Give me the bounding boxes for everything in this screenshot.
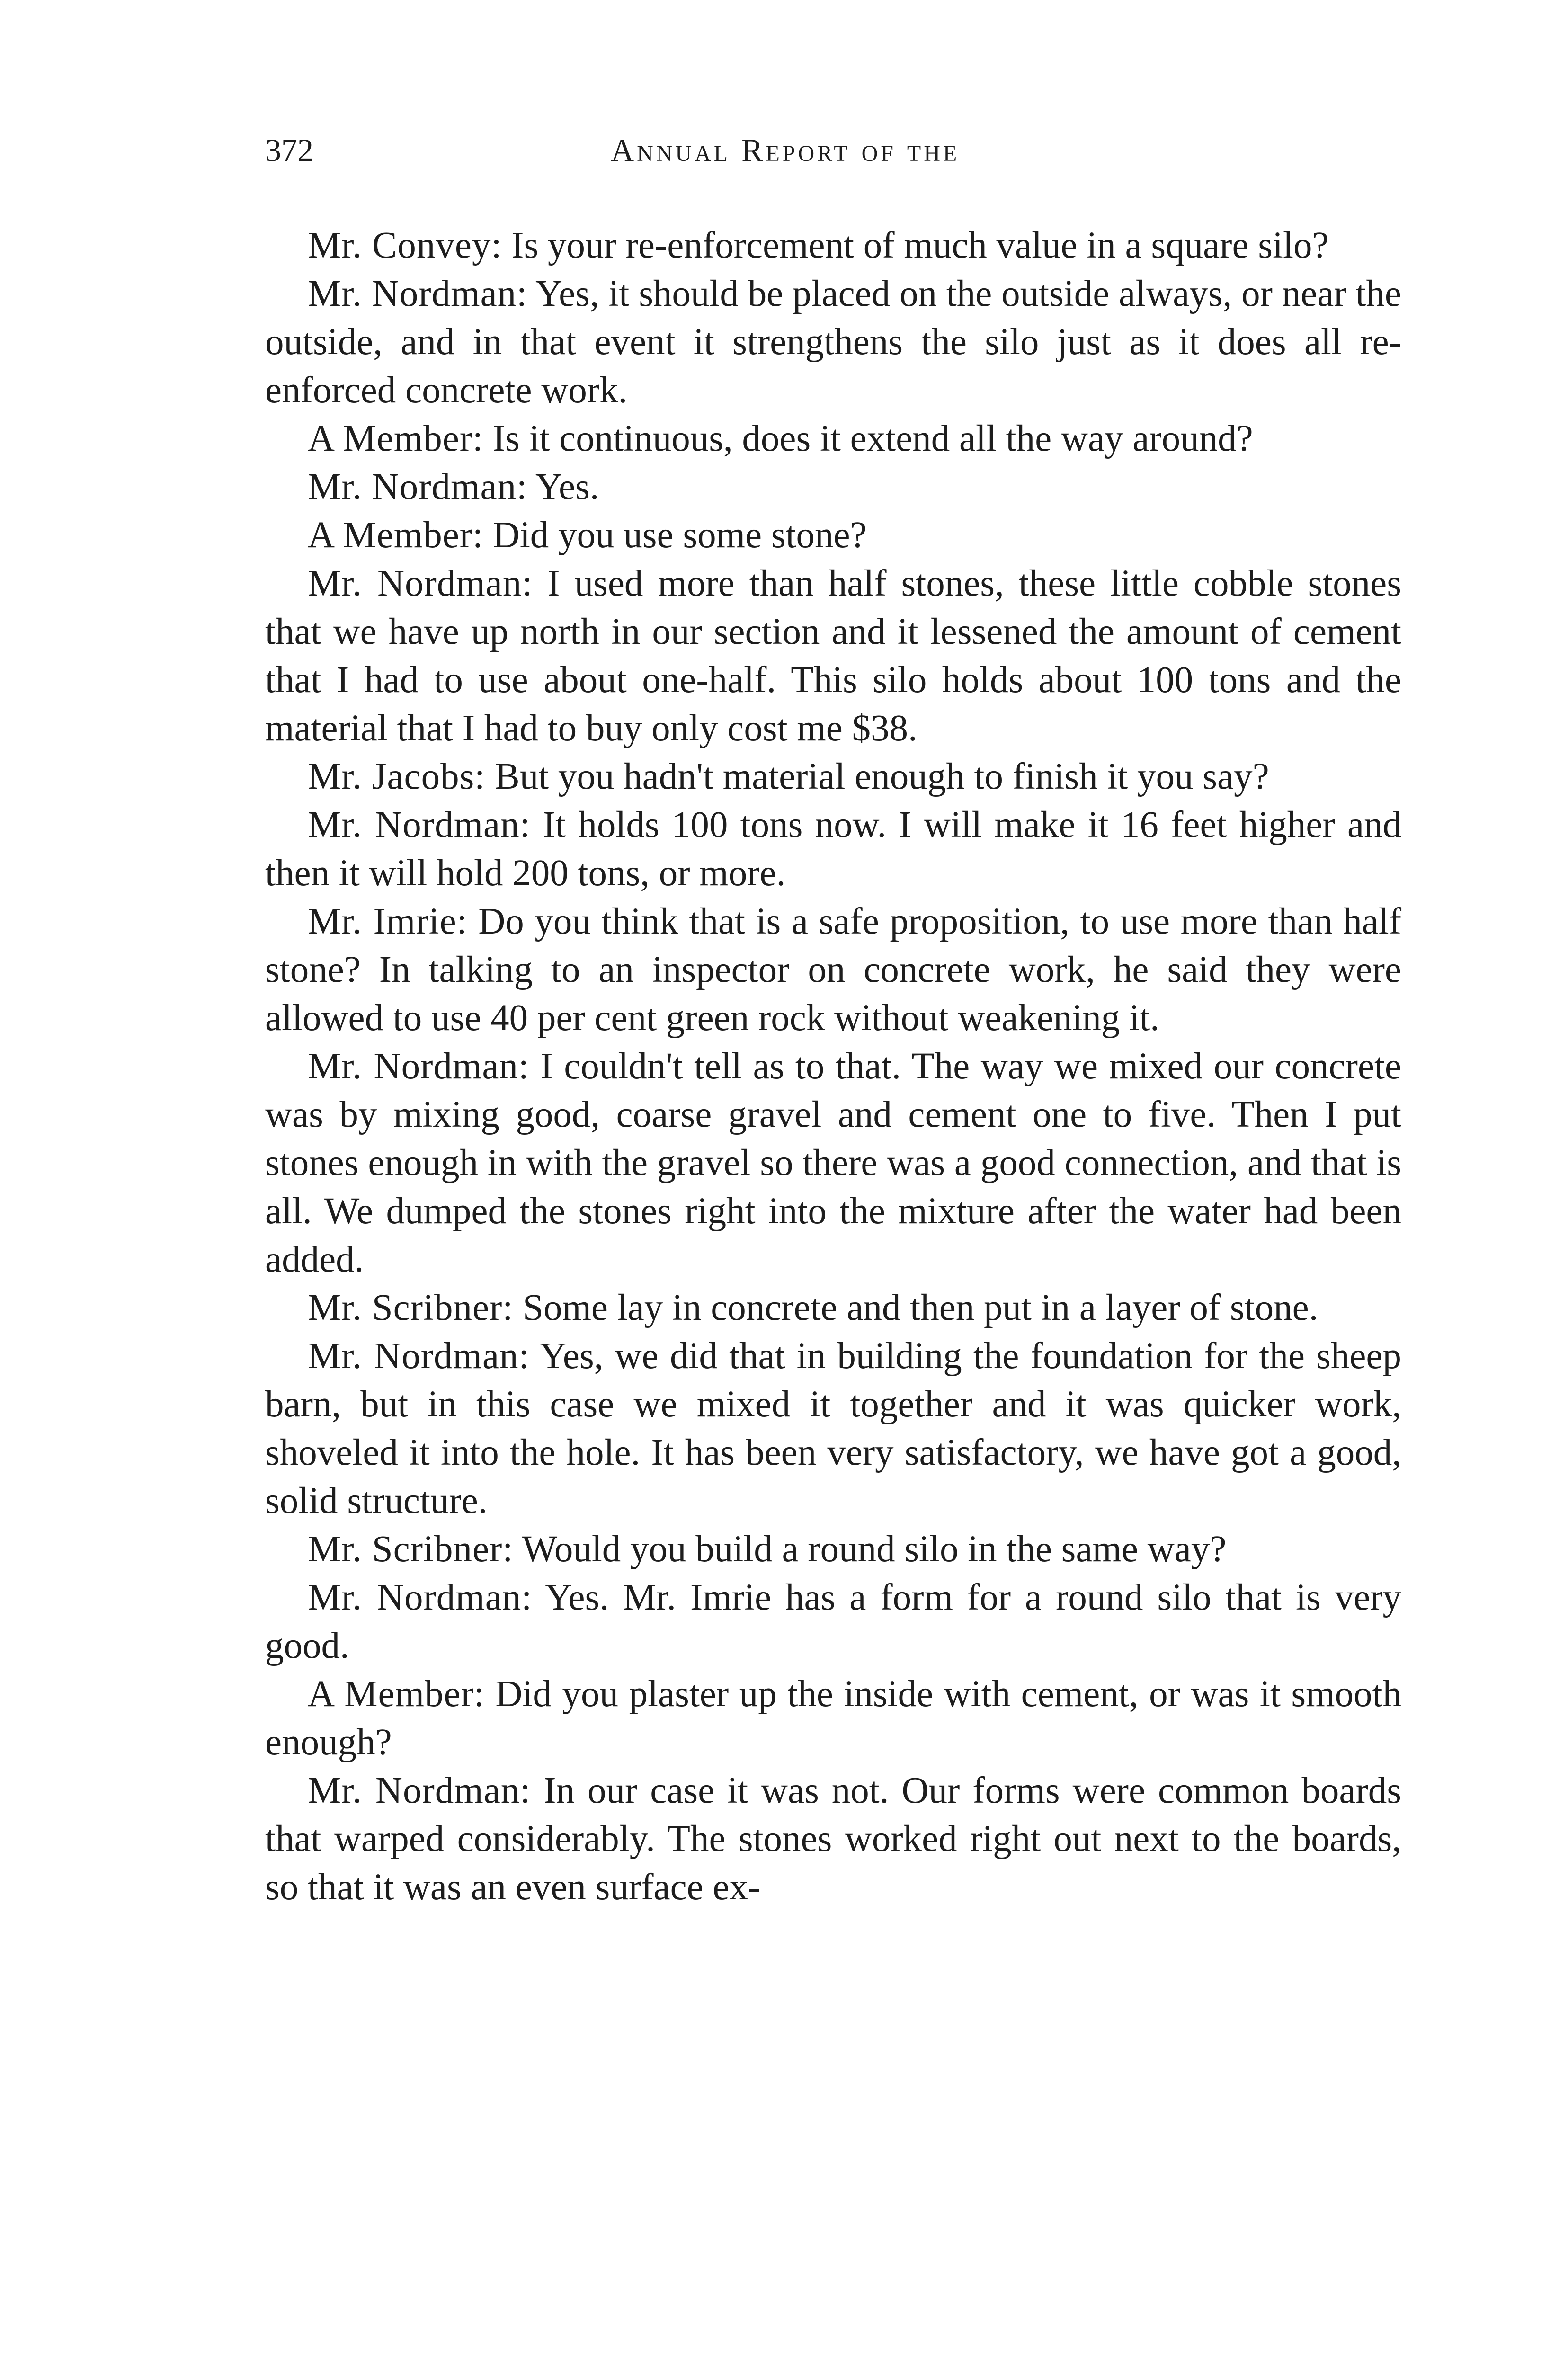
speaker-name: Mr. Nordman: bbox=[308, 466, 528, 507]
paragraph bbox=[265, 1042, 1401, 1284]
speech-text: Is it continuous, does it extend all the way around? bbox=[492, 418, 1253, 459]
speaker-name: A Member: bbox=[308, 1673, 485, 1715]
speaker-name: Mr. Jacobs: bbox=[308, 756, 486, 797]
speech-text: Would you build a round silo in the same way? bbox=[522, 1529, 1227, 1570]
paragraph bbox=[265, 801, 1401, 898]
speech-text: But you hadn't material enough to finish it you say? bbox=[495, 756, 1269, 797]
speaker-name: Mr. Nordman: bbox=[308, 1335, 530, 1377]
speech-text: Yes. Mr. Imrie has a form for a round silo that is very good. bbox=[265, 1577, 1402, 1666]
speech-text: Some lay in concrete and then put in a layer of stone. bbox=[523, 1287, 1319, 1328]
paragraph bbox=[265, 511, 1401, 560]
paragraph bbox=[265, 1574, 1401, 1670]
speech-text: Yes, it should be placed on the outside always, or near the outside, and in that event it strengthens the silo just as it does all re-enforced concrete work. bbox=[265, 273, 1401, 411]
speech-text: Did you plaster up the inside with cement, or was it smooth enough? bbox=[265, 1673, 1401, 1763]
speaker-name: Mr. Nordman: bbox=[308, 563, 533, 604]
speech-text: I couldn't tell as to that. The way we mixed our concrete was by mixing good, coarse gravel and cement one to five. Then I put stones enough in with the gravel so there was a good connection, and that is all. We dumped the stones right into the mixture after the water had been added. bbox=[265, 1046, 1402, 1280]
paragraph bbox=[265, 753, 1401, 801]
speaker-name: Mr. Imrie: bbox=[308, 901, 468, 942]
paragraph bbox=[265, 560, 1401, 753]
paragraph bbox=[265, 222, 1401, 270]
speech-text: I used more than half stones, these little cobble stones that we have up north in our section and it lessened the amount of cement that I had to use about one-half. This silo holds about 100 tons and the material that I had to buy only cost me $38. bbox=[265, 563, 1401, 749]
speech-text: Did you use some stone? bbox=[492, 515, 867, 556]
speaker-name: Mr. Nordman: bbox=[308, 273, 528, 314]
speaker-name: Mr. Scribner: bbox=[308, 1287, 514, 1328]
paragraph bbox=[265, 1284, 1401, 1332]
paragraph bbox=[265, 415, 1401, 463]
speaker-name: Mr. Nordman: bbox=[308, 1046, 529, 1087]
paragraph bbox=[265, 898, 1401, 1042]
speaker-name: A Member: bbox=[308, 418, 484, 459]
speech-text: Yes. bbox=[535, 466, 599, 507]
paragraph bbox=[265, 1525, 1401, 1574]
running-head: Annual Report of the bbox=[611, 132, 960, 168]
page-header bbox=[265, 132, 1401, 174]
speaker-name: Mr. Nordman: bbox=[308, 1577, 533, 1618]
speech-text: Do you think that is a safe proposition, to use more than half stone? In talking to an inspector on concrete work, he said they were allowed to use 40 per cent green rock without weakening it. bbox=[265, 901, 1402, 1039]
body-text bbox=[265, 222, 1401, 1912]
speaker-name: Mr. Scribner: bbox=[308, 1529, 514, 1570]
speaker-name: Mr. Nordman: bbox=[308, 1770, 531, 1811]
speech-text: Is your re-enforcement of much value in a square silo? bbox=[511, 225, 1329, 266]
speaker-name: Mr. Nordman: bbox=[308, 804, 531, 845]
speech-text: Yes, we did that in building the foundation for the sheep barn, but in this case we mixed it together and it was quicker work, shoveled it into the hole. It has been very satisfactory, we have got a good, solid structure. bbox=[265, 1335, 1401, 1522]
speech-text: It holds 100 tons now. I will make it 16 feet higher and then it will hold 200 tons, or more. bbox=[265, 804, 1402, 894]
paragraph bbox=[265, 1670, 1401, 1767]
paragraph bbox=[265, 1332, 1401, 1525]
paragraph bbox=[265, 270, 1401, 415]
page-number: 372 bbox=[265, 132, 313, 168]
speaker-name: A Member: bbox=[308, 515, 484, 556]
paragraph bbox=[265, 1767, 1401, 1912]
paragraph bbox=[265, 463, 1401, 511]
speaker-name: Mr. Convey: bbox=[308, 225, 502, 266]
speech-text: In our case it was not. Our forms were common boards that warped considerably. The stones worked right out next to the boards, so that it was an even surface ex- bbox=[265, 1770, 1402, 1908]
